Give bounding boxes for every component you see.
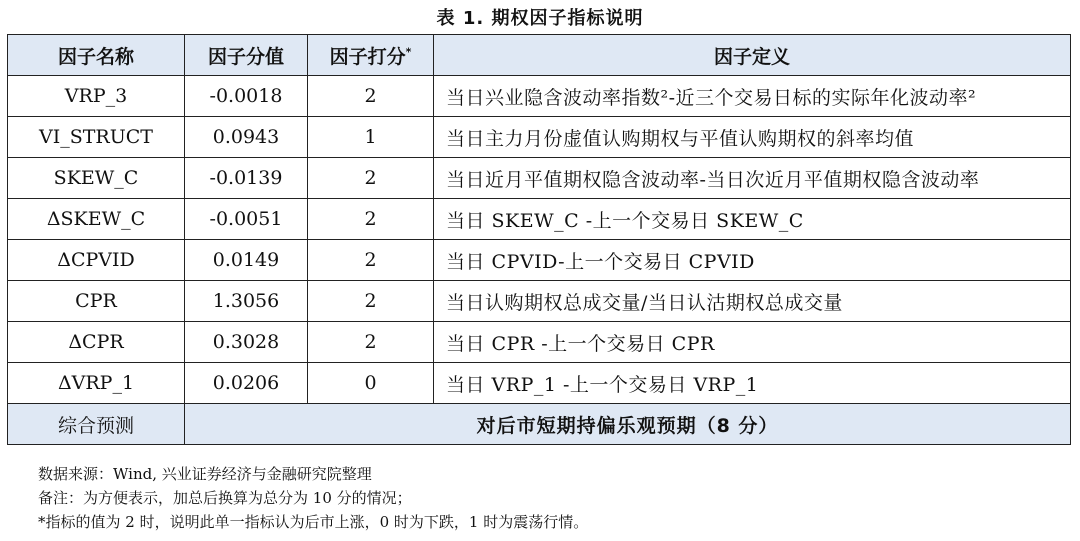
remark-note: 备注：为方便表示，加总后换算为总分为 10 分的情况； (38, 489, 412, 507)
factor-name-cell: ΔSKEW_C (8, 199, 185, 240)
factor-definition-cell: 当日 CPR -上一个交易日 CPR (434, 322, 1071, 363)
factor-definition-cell: 当日认购期权总成交量/当日认沽期权总成交量 (434, 281, 1071, 322)
factor-value-cell: -0.0139 (185, 158, 308, 199)
factor-value-cell: 0.3028 (185, 322, 308, 363)
table-notes (38, 462, 588, 534)
table-row (8, 158, 1071, 199)
data-source-note: 数据来源：Wind, 兴业证券经济与金融研究院整理 (38, 465, 372, 483)
factor-name-cell: CPR (8, 281, 185, 322)
header-score-footnote-mark: * (405, 45, 412, 59)
table-row (8, 199, 1071, 240)
summary-label: 综合预测 (8, 404, 185, 445)
factor-score-cell: 2 (308, 76, 434, 117)
factor-value-cell: -0.0051 (185, 199, 308, 240)
table-title: 表 1. 期权因子指标说明 (436, 8, 644, 29)
summary-result: 对后市短期持偏乐观预期（8 分） (185, 404, 1071, 445)
factor-definition-cell: 当日 SKEW_C -上一个交易日 SKEW_C (434, 199, 1071, 240)
factor-value-cell: 0.0206 (185, 363, 308, 404)
factor-name-cell: ΔCPR (8, 322, 185, 363)
table-row (8, 322, 1071, 363)
header-factor-score-label: 因子打分 (329, 45, 406, 68)
table-row (8, 76, 1071, 117)
factor-name-cell: VI_STRUCT (8, 117, 185, 158)
header-factor-value: 因子分值 (185, 35, 308, 76)
footnote-note: *指标的值为 2 时，说明此单一指标认为后市上涨，0 时为下跌，1 时为震荡行情。 (38, 513, 589, 531)
table-row (8, 363, 1071, 404)
factor-score-cell: 1 (308, 117, 434, 158)
factor-table (7, 34, 1071, 445)
factor-value-cell: 0.0943 (185, 117, 308, 158)
factor-definition-cell: 当日 VRP_1 -上一个交易日 VRP_1 (434, 363, 1071, 404)
table-row (8, 240, 1071, 281)
header-factor-definition: 因子定义 (434, 35, 1071, 76)
factor-score-cell: 2 (308, 158, 434, 199)
factor-value-cell: 1.3056 (185, 281, 308, 322)
factor-value-cell: -0.0018 (185, 76, 308, 117)
table-row (8, 281, 1071, 322)
factor-value-cell: 0.0149 (185, 240, 308, 281)
factor-definition-cell: 当日近月平值期权隐含波动率-当日次近月平值期权隐含波动率 (434, 158, 1071, 199)
table-row (8, 117, 1071, 158)
header-factor-score (308, 35, 434, 76)
factor-score-cell: 2 (308, 322, 434, 363)
factor-definition-cell: 当日 CPVID-上一个交易日 CPVID (434, 240, 1071, 281)
factor-score-cell: 2 (308, 240, 434, 281)
table-header-row (8, 35, 1071, 76)
factor-definition-cell: 当日主力月份虚值认购期权与平值认购期权的斜率均值 (434, 117, 1071, 158)
factor-score-cell: 0 (308, 363, 434, 404)
factor-score-cell: 2 (308, 199, 434, 240)
header-factor-name: 因子名称 (8, 35, 185, 76)
factor-name-cell: ΔVRP_1 (8, 363, 185, 404)
factor-name-cell: SKEW_C (8, 158, 185, 199)
factor-name-cell: VRP_3 (8, 76, 185, 117)
factor-definition-cell: 当日兴业隐含波动率指数²-近三个交易日标的实际年化波动率² (434, 76, 1071, 117)
factor-score-cell: 2 (308, 281, 434, 322)
factor-name-cell: ΔCPVID (8, 240, 185, 281)
summary-row (8, 404, 1071, 445)
